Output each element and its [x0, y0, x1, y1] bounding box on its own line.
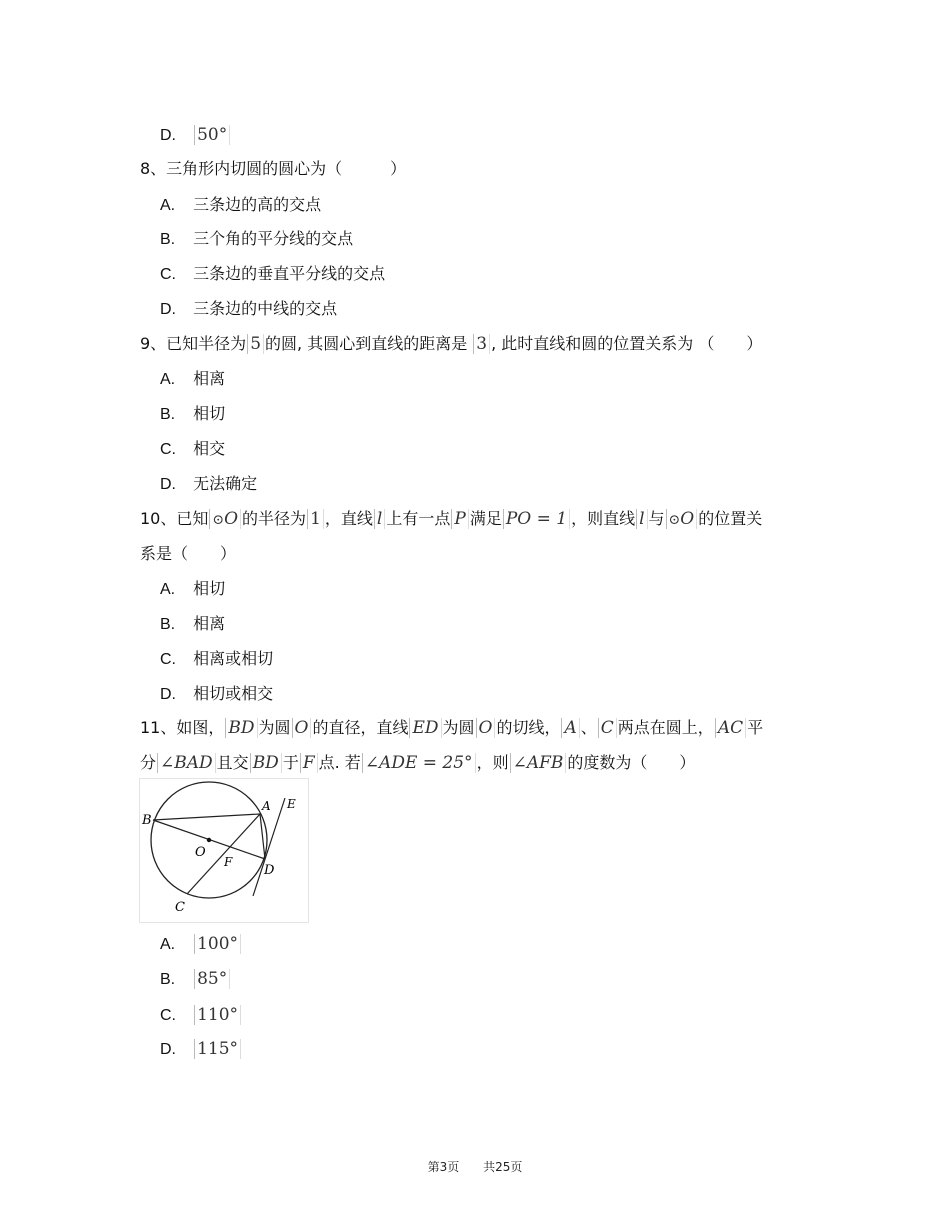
option-text: 相离: [193, 614, 226, 633]
math-o: O: [476, 718, 496, 738]
q8-option-c[interactable]: [160, 263, 385, 286]
option-label: B.: [160, 971, 176, 988]
option-text: 相切: [193, 404, 226, 423]
option-label: D.: [160, 476, 176, 493]
option-text: 相离或相切: [193, 649, 274, 668]
q10-option-b[interactable]: [160, 613, 225, 636]
q9-option-d[interactable]: [160, 473, 257, 496]
math-var-p: P: [451, 509, 468, 529]
q11-stem-line2: [140, 752, 695, 774]
q11-geometry-figure: [139, 778, 309, 923]
q10-text: 10、已知: [140, 509, 209, 528]
q8-option-a[interactable]: [160, 194, 321, 217]
page-footer: [0, 1158, 950, 1175]
q11-text: 11、如图，: [140, 718, 225, 737]
math-radius: 5: [247, 334, 264, 354]
option-label: B.: [160, 406, 176, 423]
q11-text: 的直径，直线: [312, 718, 409, 737]
option-text: 相切: [193, 579, 226, 598]
q10-text: 的位置关: [698, 509, 763, 528]
q11-text: 平: [747, 718, 764, 737]
option-text: 相交: [193, 439, 226, 458]
math-ac: AC: [715, 718, 746, 738]
option-text: 三个角的平分线的交点: [193, 229, 354, 248]
label-o: O: [195, 845, 206, 860]
option-label: C.: [160, 266, 176, 283]
circle-dot-icon: ⊙: [668, 512, 681, 528]
label-d: D: [264, 863, 275, 878]
q9-text-2: 的圆, 其圆心到直线的距离是: [265, 334, 468, 353]
q10-text: ，直线: [324, 509, 373, 528]
q9-option-a[interactable]: [160, 368, 225, 391]
q11-option-d[interactable]: [160, 1038, 242, 1061]
q10-text: 满足: [469, 509, 502, 528]
math-bd: BD: [225, 718, 257, 738]
q11-text: ，则: [476, 753, 509, 772]
q10-text: 与: [648, 509, 665, 528]
label-f: F: [224, 855, 233, 869]
math-answer: 85°: [194, 969, 230, 989]
q9-stem: [140, 333, 762, 355]
label-b: B: [142, 813, 152, 828]
circle-dot-icon: ⊙: [212, 512, 225, 528]
math-circle-o: [209, 509, 241, 529]
q10-option-d[interactable]: [160, 683, 273, 706]
math-var: O: [680, 509, 695, 529]
math-answer: 115°: [194, 1039, 241, 1059]
option-label: A.: [160, 936, 176, 953]
center-point: [207, 838, 211, 842]
q9-option-b[interactable]: [160, 403, 225, 426]
q11-stem-line1: [140, 717, 763, 739]
option-text: 三条边的高的交点: [193, 195, 322, 214]
q9-option-c[interactable]: [160, 438, 225, 461]
q11-option-b[interactable]: [160, 968, 231, 991]
math-bd: BD: [250, 753, 282, 773]
math-equation: PO = 1: [503, 509, 570, 529]
math-c: C: [598, 718, 617, 738]
q10-stem-line1: [140, 508, 762, 531]
option-label: B.: [160, 616, 176, 633]
q8-option-b[interactable]: [160, 228, 353, 251]
math-angle-bad: ∠BAD: [157, 753, 216, 773]
q8-stem: 8、三角形内切圆的圆心为（ ）: [140, 159, 407, 178]
math-a: A: [561, 718, 579, 738]
math-answer: 50°: [194, 125, 230, 145]
chord-ba: [153, 814, 260, 820]
q10-text: 上有一点: [386, 509, 451, 528]
q10-option-a[interactable]: [160, 578, 225, 601]
label-a: A: [262, 799, 271, 813]
option-label: C.: [160, 651, 176, 668]
option-text: 相离: [193, 369, 226, 388]
q11-text: 、: [580, 718, 597, 737]
option-label: B.: [160, 231, 176, 248]
q11-option-a[interactable]: [160, 933, 242, 956]
page-number: 第3页: [427, 1160, 460, 1174]
q11-text: 两点在圆上，: [617, 718, 714, 737]
option-label: C.: [160, 441, 176, 458]
option-text: 无法确定: [193, 474, 258, 493]
circle-diagram: [139, 778, 309, 923]
math-var-l: l: [636, 509, 647, 529]
q7-option-d[interactable]: [160, 124, 231, 147]
label-e: E: [287, 797, 296, 811]
q11-text: 点. 若: [318, 753, 361, 772]
q11-text: 于: [282, 753, 299, 772]
math-number: 1: [307, 509, 324, 529]
math-o: O: [292, 718, 312, 738]
math-circle-o: [666, 509, 698, 529]
option-text: 三条边的中线的交点: [193, 299, 338, 318]
total-pages: 共25页: [483, 1160, 523, 1174]
q11-option-c[interactable]: [160, 1004, 242, 1027]
label-c: C: [175, 900, 185, 915]
q11-text: 的切线，: [496, 718, 561, 737]
math-f: F: [300, 753, 318, 773]
math-ed: ED: [409, 718, 441, 738]
q9-text-3: , 此时直线和圆的位置关系为 （ ）: [491, 334, 763, 353]
q10-option-c[interactable]: [160, 648, 273, 671]
q11-text: 分: [140, 753, 157, 772]
option-label: A.: [160, 197, 176, 214]
q10-stem-line2: 系是（ ）: [140, 544, 237, 563]
math-var: O: [224, 509, 239, 529]
q9-text-1: 9、已知半径为: [140, 334, 247, 353]
option-label: D.: [160, 127, 176, 144]
q10-text: ，则直线: [571, 509, 636, 528]
q10-text: 的半径为: [242, 509, 307, 528]
option-label: D.: [160, 686, 176, 703]
option-label: D.: [160, 301, 176, 318]
math-angle-afb: ∠AFB: [510, 753, 567, 773]
q11-text: 的度数为（ ）: [567, 753, 696, 772]
option-label: A.: [160, 371, 176, 388]
math-angle-ade: ∠ADE = 25°: [362, 753, 476, 773]
math-answer: 110°: [194, 1005, 241, 1025]
math-distance: 3: [473, 334, 490, 354]
option-label: D.: [160, 1041, 176, 1058]
q8-option-d[interactable]: [160, 298, 337, 321]
q11-text: 为圆: [442, 718, 475, 737]
q11-text: 为圆: [258, 718, 291, 737]
option-text: 三条边的垂直平分线的交点: [193, 264, 386, 283]
q11-text: 且交: [216, 753, 249, 772]
option-label: C.: [160, 1007, 176, 1024]
option-text: 相切或相交: [193, 684, 274, 703]
math-answer: 100°: [194, 934, 241, 954]
math-var-l: l: [374, 509, 385, 529]
option-label: A.: [160, 581, 176, 598]
figure-frame: [140, 779, 309, 923]
